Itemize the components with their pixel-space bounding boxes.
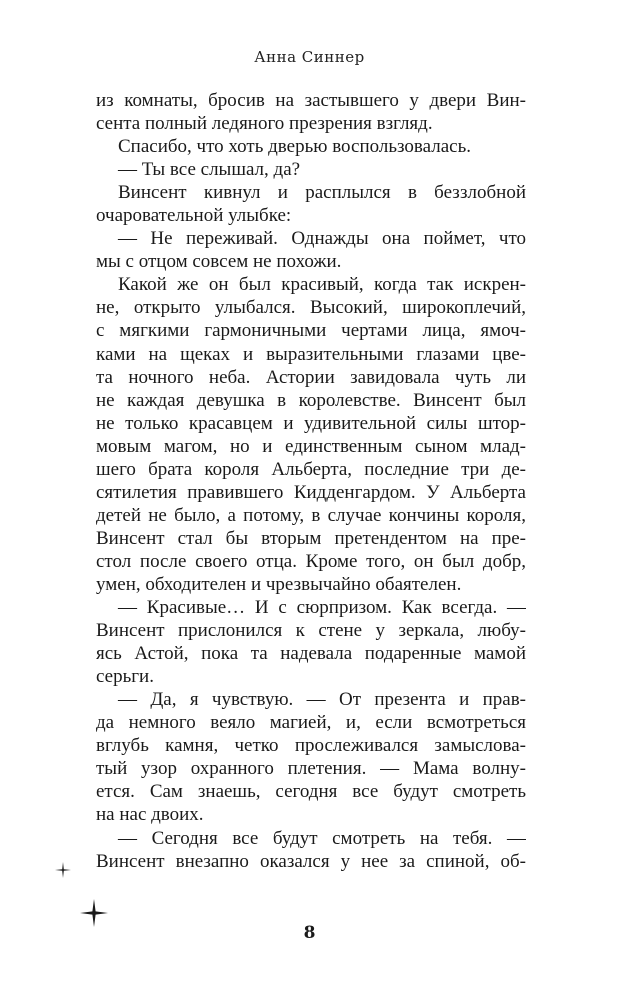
text-line: стол после своего отца. Кроме того, он был добр, [96, 550, 526, 572]
text-line: из комнаты, бросив на застывшего у двери Вин- [96, 90, 526, 111]
text-line: — Не переживай. Однажды она поймет, что [118, 228, 526, 250]
text-line: — Сегодня все будут смотреть на тебя. — [118, 827, 526, 849]
text-line: ками на щеках и выразительными глазами цве- [96, 343, 526, 365]
text-line: шего брата короля Альберта, последние три де- [96, 458, 526, 480]
text-line: — Да, я чувствую. — От презента и прав- [118, 689, 526, 711]
body-text [96, 89, 526, 873]
text-line: ясь Астой, пока та надевала подаренные мамой [96, 643, 526, 665]
text-line: Винсент кивнул и расплылся в беззлобной [118, 182, 526, 204]
text-line: мовым магом, но и единственным сыном млад- [96, 435, 526, 457]
text-line: серьги. [96, 666, 154, 688]
text-line: очаровательной улыбке: [96, 205, 292, 227]
text-line: — Ты все слышал, да? [118, 159, 301, 181]
text-line: не, открыто улыбался. Высокий, широкоплечий, [96, 297, 526, 319]
text-line: Винсент внезапно оказался у нее за спиной, об- [96, 850, 526, 872]
running-head: Анна Синнер [254, 48, 365, 66]
text-line: умен, обходителен и чрезвычайно обаятелен. [96, 573, 462, 595]
text-line: Винсент стал бы вторым претендентом на пре- [96, 527, 526, 549]
text-line: сятилетия правившего Кидденгардом. У Альберта [96, 481, 526, 503]
text-line: сента полный ледяного презрения взгляд. [96, 113, 433, 135]
text-line: мы с отцом совсем не похожи. [96, 251, 342, 273]
text-line: детей не было, а потому, в случае кончины короля, [96, 504, 526, 526]
text-line: на нас двоих. [96, 804, 204, 826]
text-line: — Красивые… И с сюрпризом. Как всегда. — [118, 597, 526, 619]
text-line: Винсент прислонился к стене у зеркала, любу- [96, 620, 526, 642]
text-line: не каждая девушка в королевстве. Винсент был [96, 389, 526, 411]
text-line: вглубь камня, четко прослеживался замыслова- [96, 735, 526, 757]
page-number: 8 [303, 923, 316, 943]
text-line: Какой же он был красивый, когда так искрен- [118, 274, 526, 296]
text-line: та ночного неба. Астории завидовала чуть ли [96, 366, 526, 388]
text-line: с мягкими гармоничными чертами лица, ямоч- [96, 320, 526, 342]
text-line: да немного веяло магией, и, если всмотреться [96, 712, 526, 734]
text-line: Спасибо, что хоть дверью воспользовалась. [118, 136, 472, 158]
text-line: ется. Сам знаешь, сегодня все будут смотреть [96, 781, 526, 803]
text-line: не только красавцем и удивительной силы штор- [96, 412, 526, 434]
small-sparkle-icon [55, 862, 71, 878]
text-line: тый узор охранного плетения. — Мама волну- [96, 758, 526, 780]
